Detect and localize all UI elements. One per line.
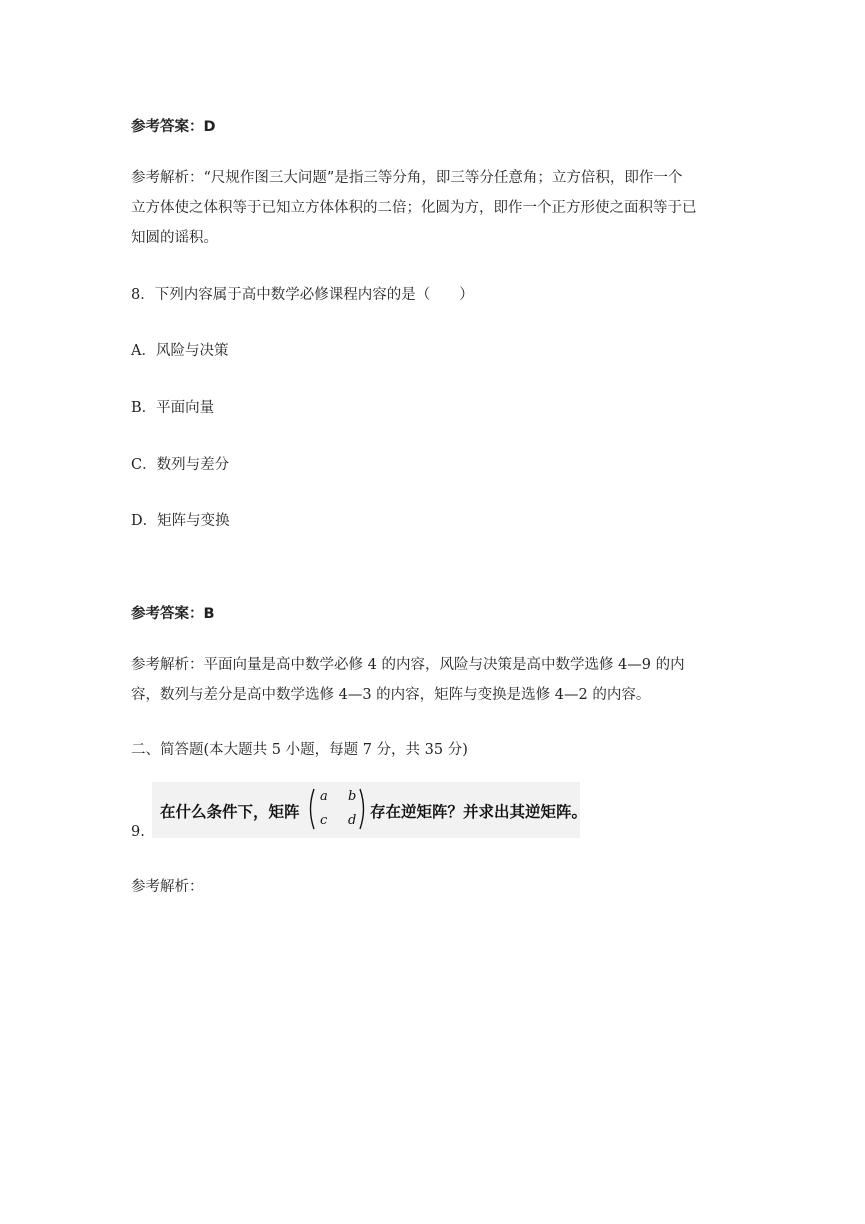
q9-text-after: 存在逆矩阵？并求出其逆矩阵。 (370, 802, 588, 821)
matrix-entry-d: d (348, 813, 357, 828)
q8-option-d: D．矩阵与变换 (131, 513, 230, 529)
q7-answer: 参考答案：D (131, 119, 216, 135)
q8-option-c: C．数列与差分 (131, 457, 230, 473)
q8-question: 8．下列内容属于高中数学必修课程内容的是（ ） (131, 287, 474, 303)
q8-analysis-line-2: 容，数列与差分是高中数学选修 4—3 的内容，矩阵与变换是选修 4—2 的内容。 (131, 687, 651, 703)
q9-number: 9. (131, 824, 145, 840)
q7-analysis-line-3: 知圆的谣积。 (131, 230, 218, 246)
section-heading: 二、简答题(本大题共 5 小题，每题 7 分，共 35 分) (131, 742, 468, 758)
q7-analysis (131, 163, 741, 253)
q7-analysis-line-1: 参考解析：“尺规作图三大问题”是指三等分角，即三等分任意角；立方倍积，即作一个 (131, 170, 683, 186)
matrix-entry-a: a (320, 789, 328, 804)
q8-answer: 参考答案：B (131, 606, 215, 622)
q9-question-image (152, 782, 588, 838)
matrix-right-paren (359, 788, 368, 830)
q9-analysis-label: 参考解析： (131, 879, 204, 895)
q7-analysis-line-2: 立方体使之体积等于已知立方体体积的二倍；化圆为方，即作一个正方形使之面积等于已 (131, 200, 697, 216)
matrix-left-paren (306, 788, 315, 830)
matrix-entry-b: b (348, 789, 357, 804)
q8-option-a: A．风险与决策 (131, 343, 229, 359)
q9-text-before: 在什么条件下，矩阵 (160, 802, 300, 821)
q8-option-b: B．平面向量 (131, 400, 215, 416)
q8-analysis (131, 650, 741, 710)
matrix-entry-c: c (320, 813, 328, 828)
q8-analysis-line-1: 参考解析：平面向量是高中数学必修 4 的内容，风险与决策是高中数学选修 4—9 的内 (131, 657, 685, 673)
